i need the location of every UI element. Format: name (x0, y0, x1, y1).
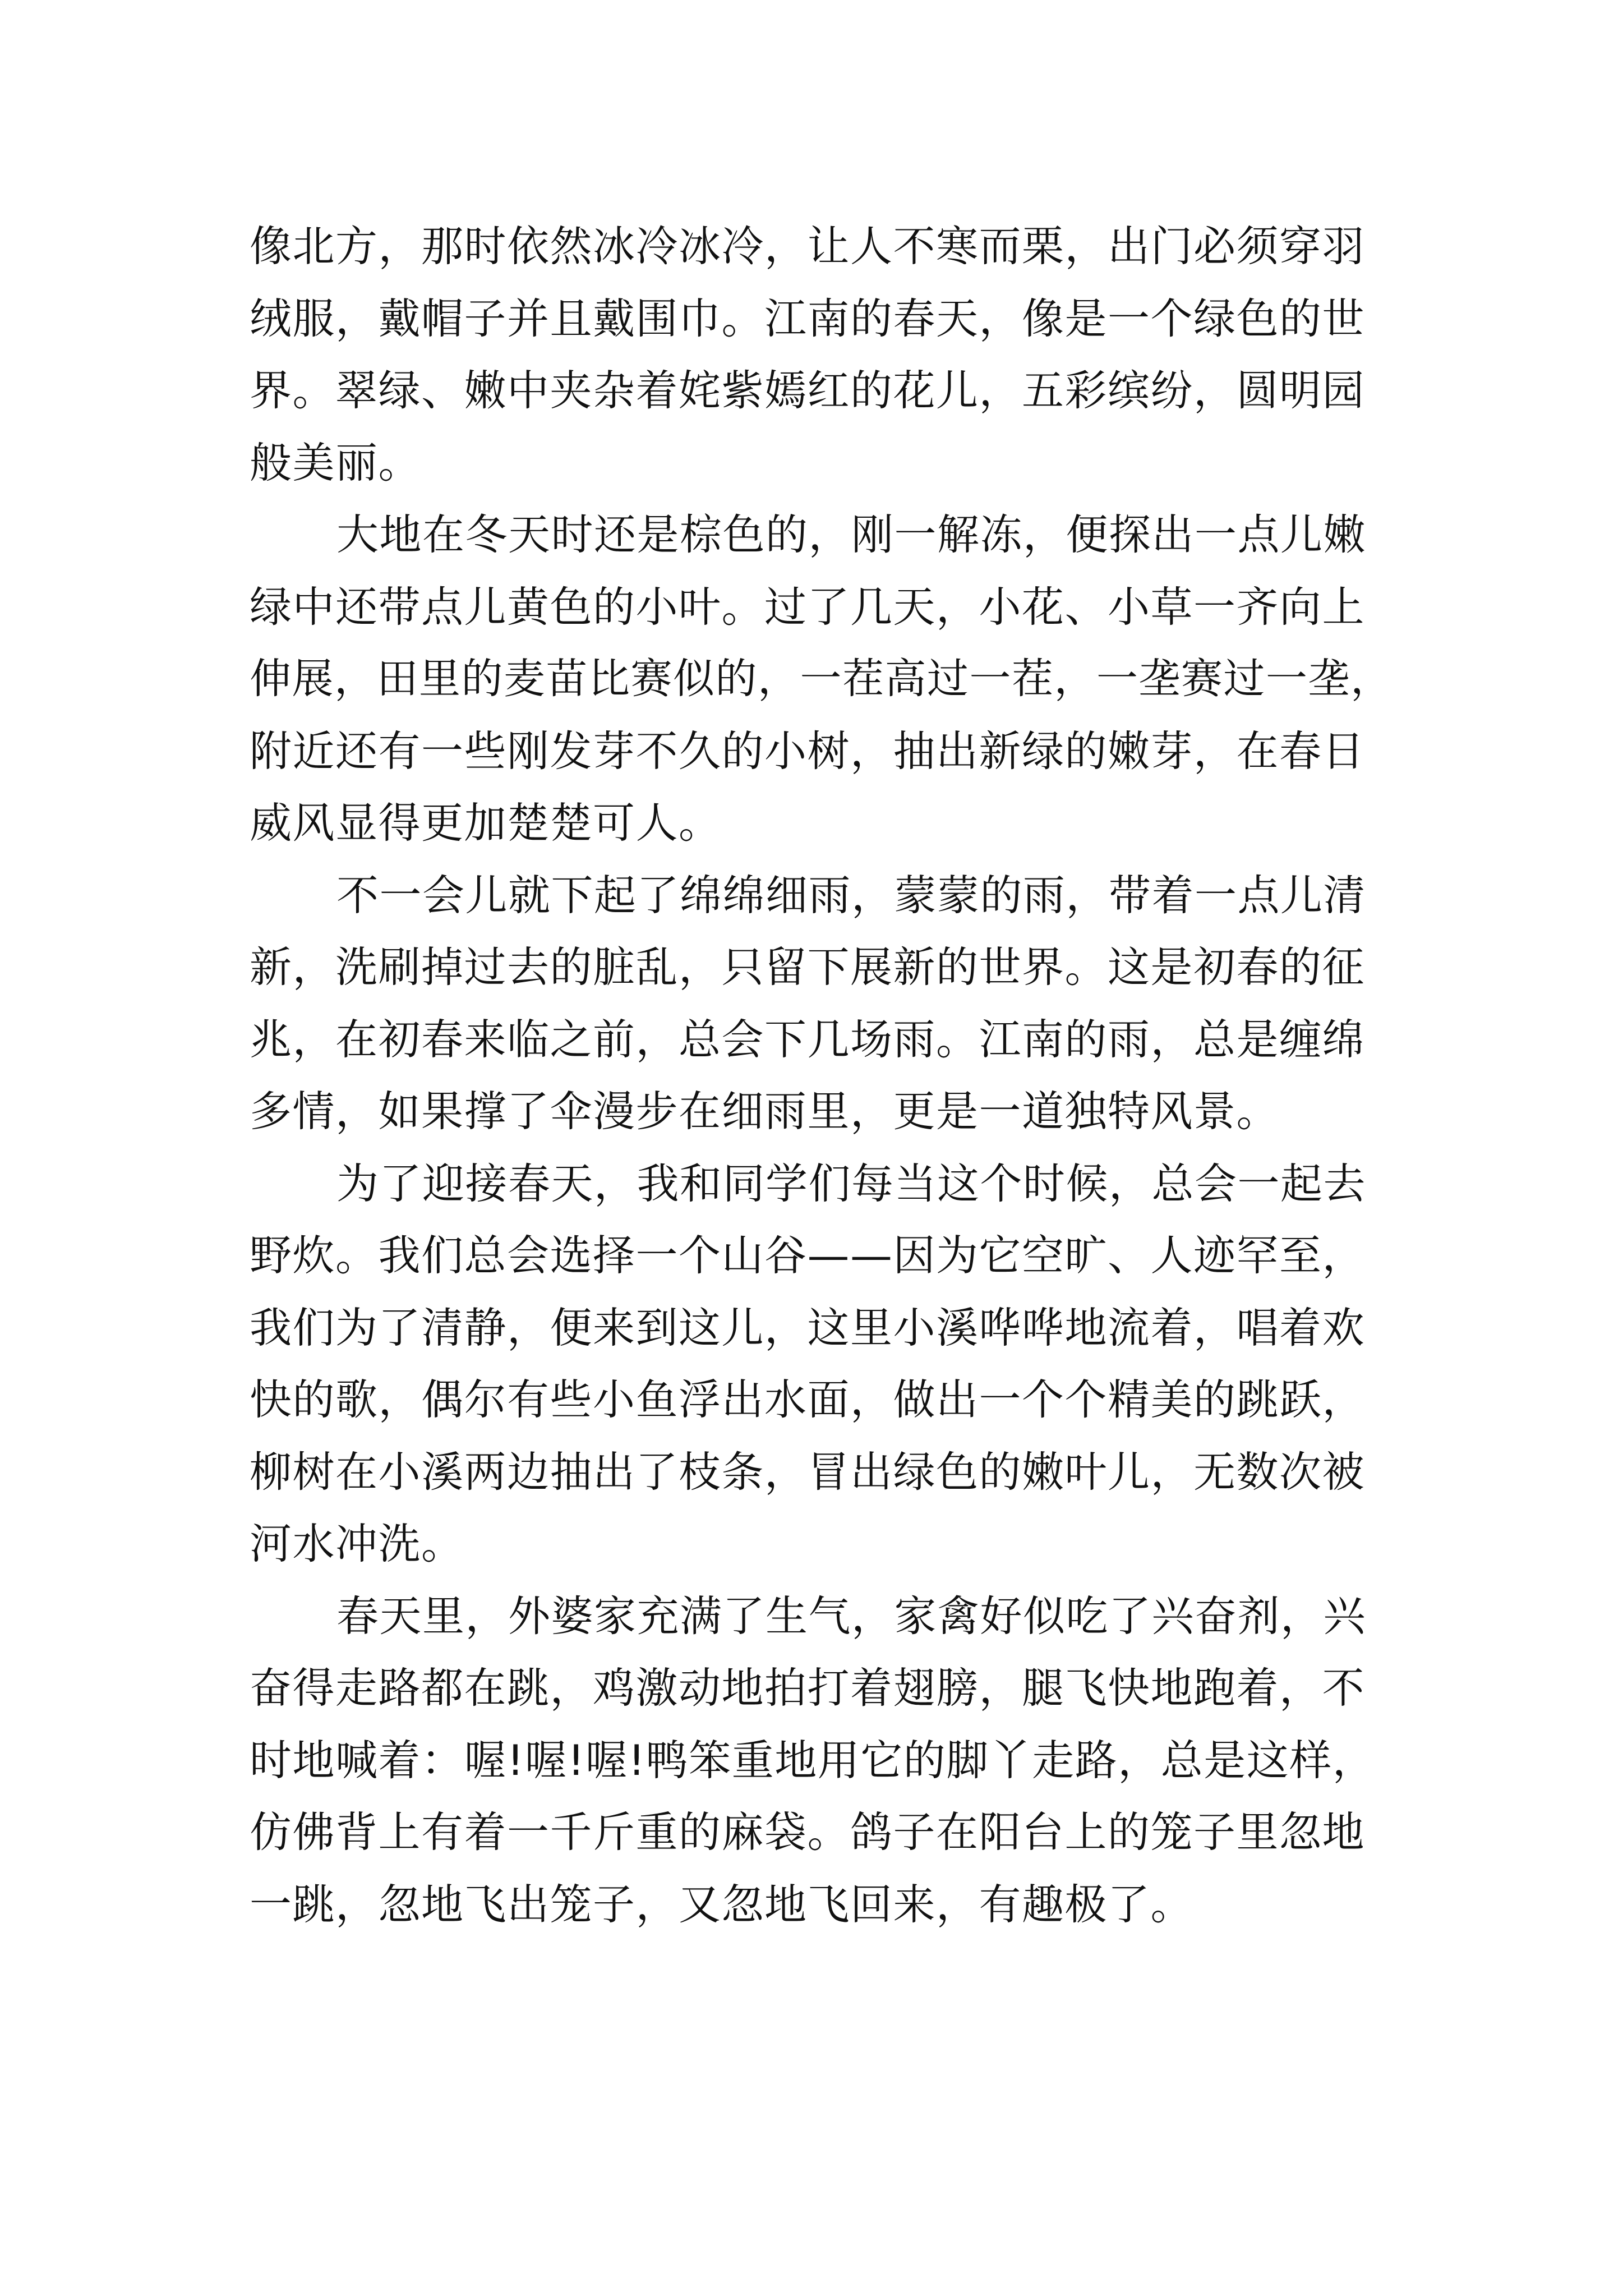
paragraph-first-line: 大地在冬天时还是棕色的，刚一解冻，便探出一点儿嫩 (336, 510, 1367, 559)
text-line: 附近还有一些刚发芽不久的小树，抽出新绿的嫩芽，在春日 (250, 726, 1366, 776)
text-line: 一跳，忽地飞出笼子，又忽地飞回来，有趣极了。 (250, 1879, 1194, 1929)
text-line: 般美丽。 (250, 438, 422, 487)
text-line: 像北方，那时依然冰冷冰冷，让人不寒而栗，出门必须穿羽 (250, 222, 1366, 271)
text-line: 河水冲洗。 (250, 1519, 464, 1568)
text-line: 时地喊着：喔!喔!喔!鸭笨重地用它的脚丫走路，总是这样， (250, 1735, 1376, 1785)
text-line: 柳树在小溪两边抽出了枝条，冒出绿色的嫩叶儿，无数次被 (250, 1447, 1366, 1497)
text-line: 奋得走路都在跳，鸡激动地拍打着翅膀，腿飞快地跑着，不 (250, 1663, 1366, 1713)
text-line: 伸展，田里的麦苗比赛似的，一茬高过一茬，一垄赛过一垄， (250, 655, 1393, 703)
paragraph-first-line: 春天里，外婆家充满了生气，家禽好似吃了兴奋剂，兴 (336, 1591, 1367, 1641)
text-line: 绿中还带点儿黄色的小叶。过了几天，小花、小草一齐向上 (250, 582, 1366, 632)
text-line: 兆，在初春来临之前，总会下几场雨。江南的雨，总是缠绵 (250, 1014, 1366, 1064)
body-text (250, 210, 1396, 1940)
text-line: 绒服，戴帽子并且戴围巾。江南的春天，像是一个绿色的世 (250, 293, 1366, 343)
text-line: 快的歌，偶尔有些小鱼浮出水面，做出一个个精美的跳跃， (250, 1375, 1366, 1424)
text-line: 我们为了清静，便来到这儿，这里小溪哗哗地流着，唱着欢 (250, 1303, 1366, 1352)
paragraph-first-line: 为了迎接春天，我和同学们每当这个时候，总会一起去 (336, 1158, 1367, 1208)
text-line: 野炊。我们总会选择一个山谷——因为它空旷、人迹罕至， (250, 1231, 1366, 1280)
text-line: 新，洗刷掉过去的脏乱，只留下展新的世界。这是初春的征 (250, 942, 1366, 992)
text-line: 仿佛背上有着一千斤重的麻袋。鸽子在阳台上的笼子里忽地 (250, 1807, 1366, 1857)
text-line: 威风显得更加楚楚可人。 (250, 798, 722, 848)
paragraph-first-line: 不一会儿就下起了绵绵细雨，蒙蒙的雨，带着一点儿清 (336, 870, 1367, 920)
text-line: 界。翠绿、嫩中夹杂着姹紫嫣红的花儿，五彩缤纷，圆明园 (250, 366, 1366, 415)
text-line: 多情，如果撑了伞漫步在细雨里，更是一道独特风景。 (250, 1087, 1280, 1136)
